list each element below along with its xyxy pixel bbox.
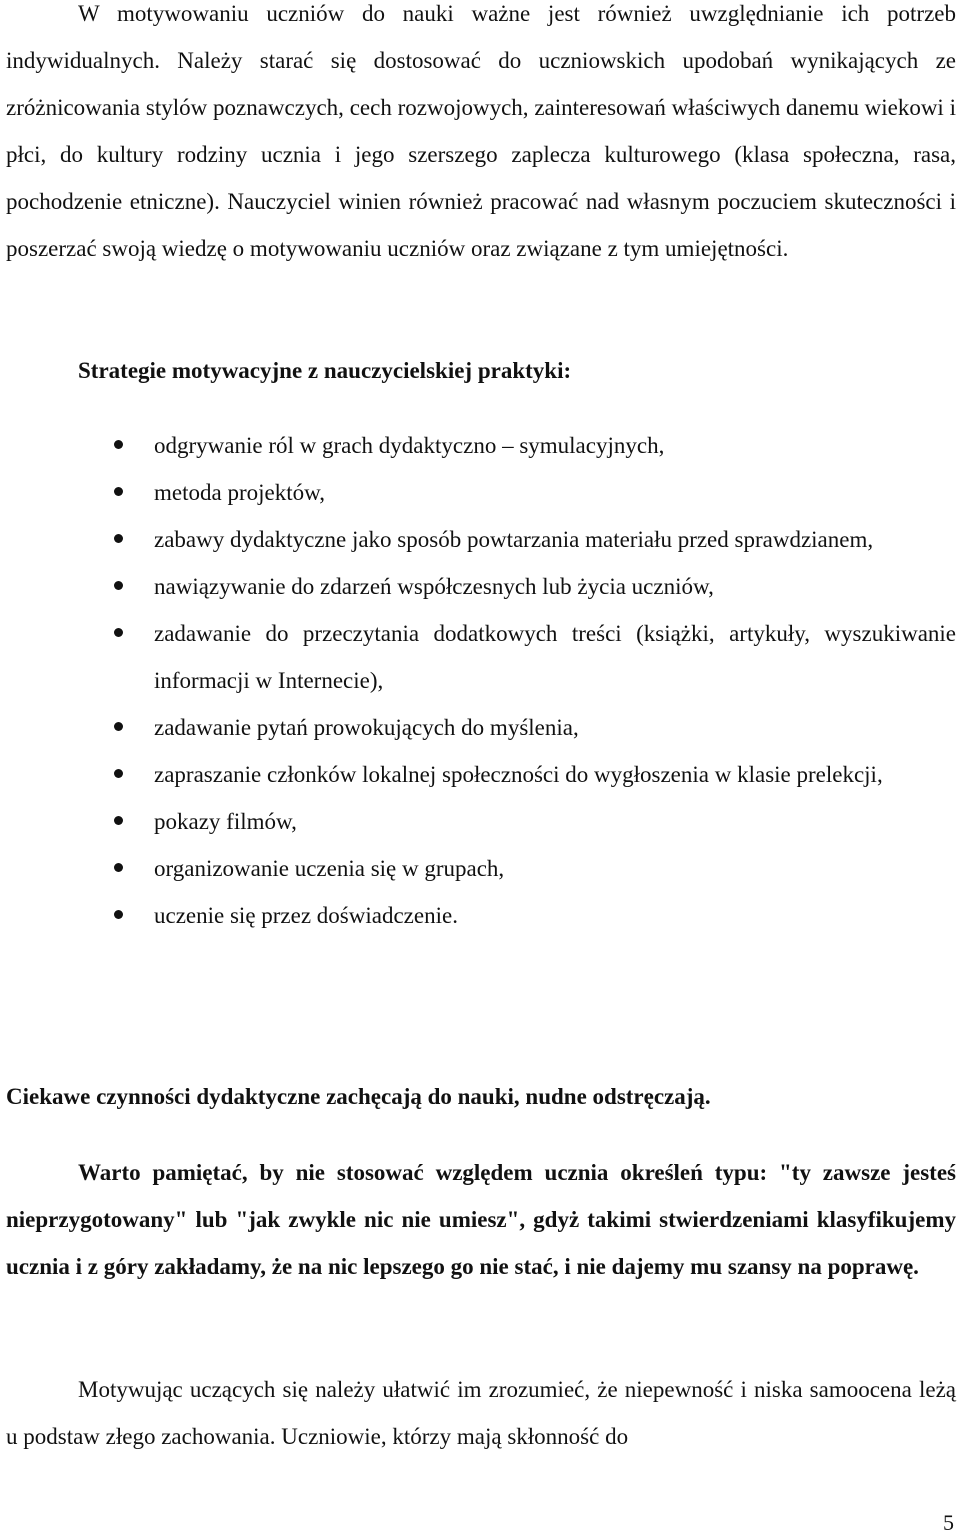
list-item xyxy=(6,563,956,610)
warning-paragraph: Warto pamiętać, by nie stosować względem ucznia określeń typu: "ty zawsze jesteś nieprzygotowany" lub "jak zwykle nic nie umiesz", gdyż takimi stwierdzeniami klasyfikujemy ucznia i z góry zakładamy, że na nic lepszego go nie stać, i nie dajemy mu szansy na poprawę. xyxy=(6,1160,956,1279)
list-item xyxy=(6,516,956,563)
list-item xyxy=(6,751,956,798)
bullet-icon xyxy=(114,910,123,919)
list-item-text: organizowanie uczenia się w grupach, xyxy=(154,856,505,881)
bullet-icon xyxy=(114,769,123,778)
list-item xyxy=(6,422,956,469)
list-item-text: zadawanie do przeczytania dodatkowych treści (książki, artykuły, wyszukiwanie informacji w Internecie), xyxy=(154,621,956,693)
strategies-list xyxy=(6,422,956,939)
list-item xyxy=(6,704,956,751)
list-item xyxy=(6,610,956,704)
list-item xyxy=(6,469,956,516)
emphasis-line: Ciekawe czynności dydaktyczne zachęcają do nauki, nudne odstręczają. xyxy=(6,1084,711,1109)
bullet-icon xyxy=(114,534,123,543)
list-item-text: zabawy dydaktyczne jako sposób powtarzania materiału przed sprawdzianem, xyxy=(154,527,874,552)
list-item xyxy=(6,845,956,892)
list-item xyxy=(6,892,956,939)
list-item-text: metoda projektów, xyxy=(154,480,325,505)
bullet-icon xyxy=(114,628,123,637)
strategies-heading: Strategie motywacyjne z nauczycielskiej praktyki: xyxy=(78,358,572,383)
intro-paragraph: W motywowaniu uczniów do nauki ważne jest również uwzględnianie ich potrzeb indywidualnych. Należy starać się dostosować do uczniowskich upodobań wynikających ze zróżnicowania stylów poznawczych, cech rozwojowych, zainteresowań właściwych danemu wiekowi i płci, do kultury rodziny ucznia i jego szerszego zaplecza kulturowego (klasa społeczna, rasa, pochodzenie etniczne). Nauczyciel winien również pracować nad własnym poczuciem skuteczności i poszerzać swoją wiedzę o motywowaniu uczniów oraz związane z tym umiejętności. xyxy=(6,1,956,261)
list-item-text: uczenie się przez doświadczenie. xyxy=(154,903,458,928)
bullet-icon xyxy=(114,581,123,590)
closing-paragraph: Motywując uczących się należy ułatwić im zrozumieć, że niepewność i niska samoocena leżą u podstaw złego zachowania. Uczniowie, którzy mają skłonność do xyxy=(6,1377,956,1449)
page-number: 5 xyxy=(943,1510,954,1535)
list-item-text: zapraszanie członków lokalnej społeczności do wygłoszenia w klasie prelekcji, xyxy=(154,762,883,787)
list-item-text: pokazy filmów, xyxy=(154,809,297,834)
bullet-icon xyxy=(114,816,123,825)
bullet-icon xyxy=(114,440,123,449)
list-item-text: zadawanie pytań prowokujących do myślenia, xyxy=(154,715,579,740)
list-item-text: odgrywanie ról w grach dydaktyczno – symulacyjnych, xyxy=(154,433,665,458)
bullet-icon xyxy=(114,487,123,496)
list-item-text: nawiązywanie do zdarzeń współczesnych lub życia uczniów, xyxy=(154,574,714,599)
bullet-icon xyxy=(114,863,123,872)
list-item xyxy=(6,798,956,845)
bullet-icon xyxy=(114,722,123,731)
